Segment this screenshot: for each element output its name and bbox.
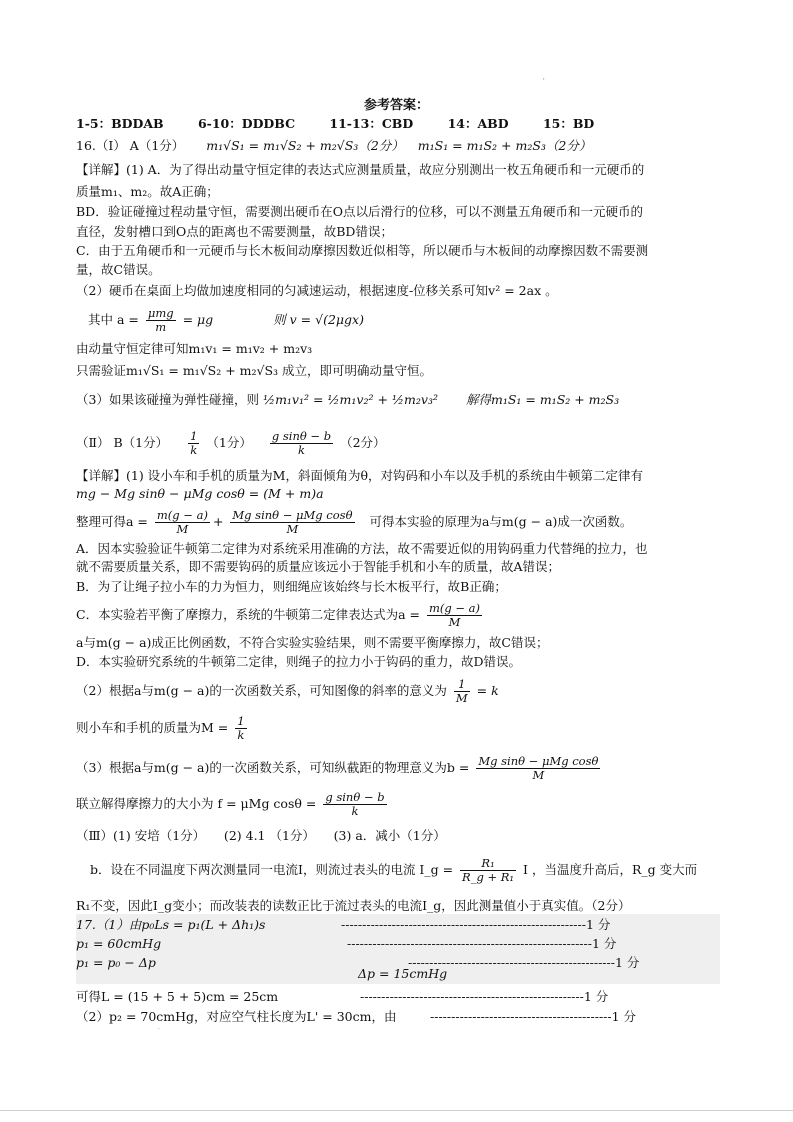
- q16-detail-line-20: D．本实验研究系统的牛顿第二定律，则绳子的拉力小于钩码的重力，故D错误。: [76, 654, 522, 669]
- q17-row-2-score: ----------------------------------------------------------1 分: [347, 936, 617, 951]
- q16-mass-text: 则小车和手机的质量为M =: [76, 720, 229, 735]
- q16-velocity-formula: 则 v = √(2μgx): [273, 312, 364, 327]
- page-bottom-rule: [0, 1110, 793, 1111]
- q16-slope-text: （2）根据a与m(g − a)的一次函数关系，可知图像的斜率的意义为: [76, 683, 447, 698]
- q16-friction-text: 联立解得摩擦力的大小为 f = μMg cosθ =: [76, 796, 317, 811]
- q16-mass-den: k: [237, 728, 245, 742]
- choice-range-2: 6-10：: [197, 116, 242, 131]
- choice-range-4: 14：: [447, 116, 478, 131]
- q16-intercept-text: （3）根据a与m(g − a)的一次函数关系，可知纵截距的物理意义为b =: [76, 760, 470, 775]
- q16-intercept-num: Mg sinθ − μMg cosθ: [478, 754, 599, 768]
- q16-part2-den-1: k: [190, 443, 198, 457]
- q16-rearranged-text: 可得本实验的原理为a与m(g − a)成一次函数。: [369, 514, 633, 529]
- q16-detail-line-9: 由动量守恒定律可知m₁v₁ = m₁v₂ + m₂v₃: [76, 341, 313, 356]
- q16-accel-fraction: [146, 307, 176, 334]
- q16-elastic-energy: ½m₁v₁² = ½m₁v₂² + ½m₂v₃²: [262, 392, 438, 407]
- q16-rearranged-num-1: m(g − a): [156, 508, 208, 522]
- q16-newton-equation: mg − Mg sinθ − μMg cosθ = (M + m)a: [76, 486, 324, 501]
- q16-part2-answer: （Ⅱ） B（1分）: [76, 435, 169, 450]
- q16-option-c-text: C．本实验若平衡了摩擦力，系统的牛顿第二定律表达式为a =: [76, 607, 420, 622]
- choice-answer-4: ABD: [477, 116, 509, 131]
- q16-part2-fraction-2: [270, 430, 333, 457]
- q16-friction-row: [76, 788, 390, 820]
- q16-part1-formula-2: m₁S₁ = m₁S₂ + m₂S₃（2分）: [417, 138, 592, 153]
- q16-rearranged-den-1: M: [176, 522, 189, 536]
- q16-detail-line-6: 量，故C错误。: [76, 262, 161, 277]
- q16-detail-line-5: C．由于五角硬币和一元硬币与长木板间动摩擦因数近似相等，所以硬币与木板间的动摩擦因数不需要测: [76, 243, 649, 258]
- q16-option-c-num: m(g − a): [428, 601, 480, 615]
- q16-mass-fraction: [235, 715, 246, 742]
- q16-part2-score-1: （1分）: [206, 435, 252, 450]
- q16-slope-num: 1: [454, 678, 470, 692]
- q16-part1-head: 16.（Ⅰ） A（1分）: [76, 138, 185, 153]
- q16-mass-row: [76, 712, 250, 744]
- choice-answers-row: [76, 116, 594, 132]
- choice-range-5: 15：: [542, 116, 573, 131]
- page-title: 参考答案：: [363, 98, 429, 113]
- q16-slope-row: [76, 675, 499, 707]
- q16-detail-line-7: （2）硬币在桌面上均做加速度相同的匀减速运动，根据速度-位移关系可知v² = 2ax 。: [76, 283, 558, 298]
- q16-option-c-den: M: [448, 615, 461, 629]
- q16-friction-den: k: [351, 804, 359, 818]
- scan-mark-2: .: [158, 1024, 160, 1031]
- choice-range-3: 11-13：: [329, 116, 382, 131]
- q16-part3-c-line: R₁不变，因此I_g变小；而改装表的读数正比于流过表头的电流I_g，因此测量值小于真实值。（2分）: [76, 898, 631, 913]
- q16-elastic-row: [76, 392, 619, 408]
- q16-option-c-fraction: [427, 602, 482, 629]
- q17-row-5-score: -----------------------------------------------------1 分: [360, 989, 609, 1004]
- q16-part2-den-2: k: [297, 443, 305, 457]
- q16-intercept-fraction: [476, 755, 600, 782]
- q17-row-1-score: ----------------------------------------------------------1 分: [341, 917, 611, 932]
- choice-answer-1: BDDAB: [111, 116, 164, 131]
- q16-detail-line-4: 直径，发射槽口到O点的距离也不需要测量，故BD错误；: [76, 224, 393, 239]
- q16-detail-line-10: 只需验证m₁√S₁ = m₁√S₂ + m₂√S₃ 成立，即可明确动量守恒。: [76, 363, 433, 378]
- q17-row-3-score: -------------------------------------------------1 分: [408, 955, 640, 970]
- q16-part2-score-2: （2分）: [340, 435, 386, 450]
- q17-row-6-eq: （2）p₂ = 70cmHg，对应空气柱长度为L' = 30cm，由: [76, 1009, 397, 1024]
- q16-intercept-row: [76, 752, 603, 784]
- q17-row-3-eq: p₁ = p₀ − Δp: [76, 955, 156, 970]
- choice-range-1: 1-5：: [76, 116, 112, 131]
- q16-part1-formula-1: m₁√S₁ = m₁√S₂ + m₂√S₃（2分）: [206, 138, 404, 153]
- q16-part3-line: （Ⅲ）(1) 安培（1分） (2) 4.1 （1分） (3) a．减小（1分）: [76, 828, 446, 843]
- q16-elastic-text: （3）如果该碰撞为弹性碰撞，则: [76, 392, 259, 407]
- q16-part2-header: [76, 428, 386, 458]
- q16-slope-rhs: = k: [476, 683, 499, 698]
- q16-part2-num-2: g sinθ − b: [271, 429, 332, 443]
- q16-accel-rhs: = μg: [182, 312, 214, 327]
- q16-part2-fraction-1: [188, 430, 199, 457]
- q16-friction-fraction: [323, 791, 386, 818]
- q16-rearranged-num-2: Mg sinθ − μMg cosθ: [232, 508, 353, 522]
- q16-part3-b-den: R_g + R₁: [462, 870, 515, 884]
- q16-accel-lhs: 其中 a =: [88, 312, 139, 327]
- q16-rearranged-den-2: M: [286, 522, 299, 536]
- scan-mark: ': [543, 78, 545, 85]
- q17-row-5-eq: 可得L = (15 + 5 + 5)cm = 25cm: [76, 989, 279, 1004]
- q16-part3-b-text: b．设在不同温度下两次测量同一电流I，则流过表头的电流 I_g =: [90, 862, 454, 877]
- choice-answer-2: DDDBC: [241, 116, 296, 131]
- q16-elastic-result: 解得m₁S₁ = m₁S₂ + m₂S₃: [465, 392, 620, 407]
- q16-detail-line-19: a与m(g − a)成正比例函数，不符合实验实验结果，则不需要平衡摩擦力，故C错误；: [76, 635, 549, 650]
- q16-part3-b-num: R₁: [460, 857, 516, 871]
- q16-detail-line-15: A．因本实验验证牛顿第二定律为对系统采用准确的方法，故不需要近似的用钩码重力代替绳的拉力，也: [76, 541, 648, 556]
- q16-detail-line-2: 质量m₁、m₂。故A正确；: [76, 184, 219, 199]
- choice-answer-3: CBD: [381, 116, 414, 131]
- q16-part1-header: [76, 138, 591, 154]
- q16-friction-num: g sinθ − b: [325, 790, 385, 804]
- q16-slope-fraction: [454, 678, 470, 705]
- q17-row-1: [76, 917, 265, 933]
- q16-part3-b-tail: I ，当温度升高后，R_g 变大而: [523, 862, 698, 877]
- q16-rearranged-fraction-1: [155, 509, 210, 536]
- q16-part2-num-1: 1: [190, 429, 198, 443]
- q16-accel-num: μmg: [147, 306, 174, 320]
- q16-rearranged-row: 整理可得a = $\frac{m(g - a)}{M}$ + $\frac{\text{Mg sinθ − μMg cosθ}}{M}$ 可得本实验的原理为a与m(g − a)成一次函数。: [76, 508, 633, 536]
- q16-accel-formula-row: [88, 305, 364, 335]
- q16-detail-line-1: 【详解】(1) A．为了得出动量守恒定律的表达式应测量质量，故应分别测出一枚五角硬币和一元硬币的: [76, 162, 645, 177]
- q16-detail-line-17: B．为了让绳子拉小车的力为恒力，则细绳应该始终与长木板平行，故B正确；: [76, 579, 507, 594]
- q16-intercept-den: M: [532, 768, 545, 782]
- q16-accel-den: m: [155, 320, 167, 334]
- q16-slope-den: M: [455, 691, 468, 705]
- q17-row-4-eq: Δp = 15cmHg: [358, 966, 448, 981]
- q16-mass-num: 1: [237, 714, 245, 728]
- q16-rearranged-lhs: 整理可得a =: [76, 514, 148, 529]
- q17-row-1-eq: 17.（1）由p₀Ls = p₁(L + Δh₁)s: [76, 917, 266, 932]
- choice-answer-5: BD: [572, 116, 595, 131]
- q17-row-2-eq: p₁ = 60cmHg: [76, 936, 162, 951]
- q17-row-6-score: -------------------------------------------1 分: [430, 1009, 637, 1024]
- q16-detail-line-3: BD．验证碰撞过程动量守恒，需要测出硬币在O点以后滑行的位移，可以不测量五角硬币和一元硬币的: [76, 204, 643, 219]
- q16-part3-b-row: [90, 852, 697, 888]
- q16-part3-b-fraction: [460, 857, 516, 884]
- q16-detail-line-16: 就不需要质量关系，即不需要钩码的质量应该远小于智能手机和小车的质量，故A错误；: [76, 559, 561, 574]
- q16-option-c-row: [76, 599, 485, 631]
- q16-rearranged-fraction-2: [230, 509, 354, 536]
- q16-detail-line-12: 【详解】(1) 设小车和手机的质量为M，斜面倾角为θ，对钩码和小车以及手机的系统由牛顿第二定律有: [76, 468, 644, 483]
